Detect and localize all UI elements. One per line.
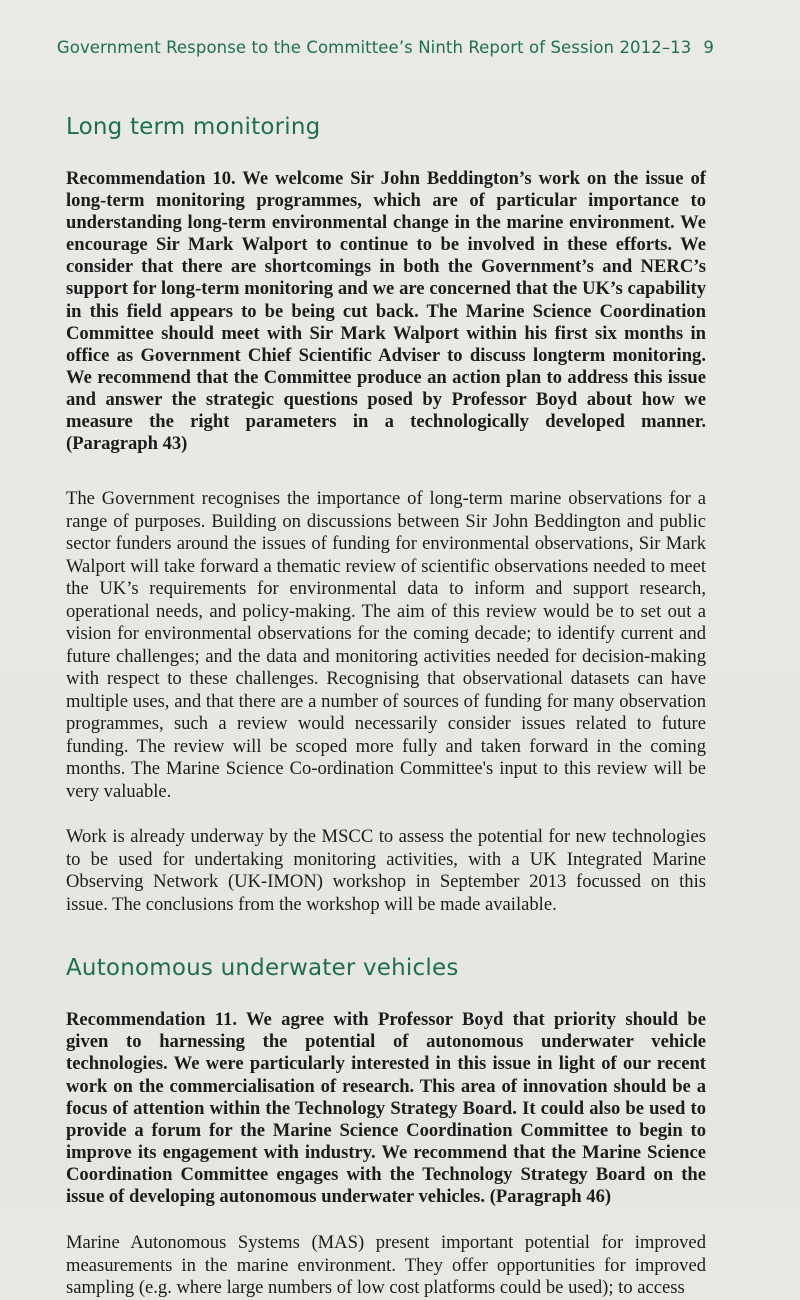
recommendation-11: Recommendation 11. We agree with Professor Boyd that priority should be given to harnessing the potential of autonomous underwater vehicle technologies. We were particularly interested in this issue in light of our recent work on the commercialisation of research. This area of innovation should be a focus of attention within the Technology Strategy Board. It could also be used to provide a forum for the Marine Science Coordination Committee to begin to improve its engagement with industry. We recommend that the Marine Science Coordination Committee engages with the Technology Strategy Board on the issue of developing autonomous underwater vehicles. (Paragraph 46) bbox=[66, 1009, 706, 1207]
running-header bbox=[57, 38, 714, 57]
running-title: Government Response to the Committee’s Ninth Report of Session 2012–13 bbox=[56, 38, 692, 57]
government-response-paragraph: Work is already underway by the MSCC to assess the potential for new technologies to be used for undertaking monitoring activities, with a UK Integrated Marine Observing Network (UK-IMON) workshop in September 2013 focussed on this issue. The conclusions from the workshop will be made available. bbox=[66, 826, 706, 915]
recommendation-10: Recommendation 10. We welcome Sir John Beddington’s work on the issue of long-term monitoring programmes, which are of particular importance to understanding long-term environmental change in the marine environment. We encourage Sir Mark Walport to continue to be involved in these efforts. We consider that there are shortcomings in both the Government’s and NERC’s support for long-term monitoring and we are concerned that the UK’s capability in this field appears to be being cut back. The Marine Science Coordination Committee should meet with Sir Mark Walport within his first six months in office as Government Chief Scientific Adviser to discuss longterm monitoring. We recommend that the Committee produce an action plan to address this issue and answer the strategic questions posed by Professor Boyd about how we measure the right parameters in a technologically developed manner. (Paragraph 43) bbox=[66, 168, 706, 455]
page-number: 9 bbox=[703, 38, 714, 57]
section-heading-long-term-monitoring: Long term monitoring bbox=[66, 114, 321, 140]
government-response-paragraph: Marine Autonomous Systems (MAS) present important potential for improved measurements in the marine environment. They offer opportunities for improved sampling (e.g. where large numbers of low cost platforms could be used); to access bbox=[66, 1232, 706, 1299]
government-response-paragraph: The Government recognises the importance of long-term marine observations for a range of purposes. Building on discussions between Sir John Beddington and public sector funders around the issues of funding for environmental observations, Sir Mark Walport will take forward a thematic review of scientific observations needed to meet the UK’s requirements for environmental data to inform and support research, operational needs, and policy-making. The aim of this review would be to set out a vision for environmental observations for the coming decade; to identify current and future challenges; and the data and monitoring activities needed for decision-making with respect to these challenges. Recognising that observational datasets can have multiple uses, and that there are a number of sources of funding for many observation programmes, such a review would necessarily consider issues related to future funding. The review will be scoped more fully and taken forward in the coming months. The Marine Science Co-ordination Committee's input to this review will be very valuable. bbox=[66, 488, 706, 802]
section-heading-autonomous-underwater-vehicles: Autonomous underwater vehicles bbox=[66, 955, 459, 982]
page-content bbox=[66, 112, 706, 1300]
